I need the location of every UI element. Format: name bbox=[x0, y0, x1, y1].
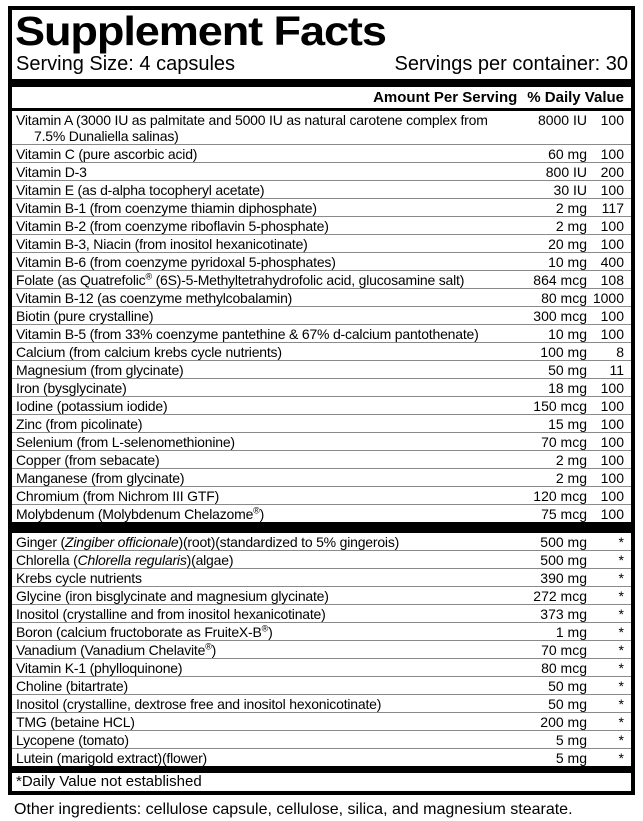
table-row bbox=[12, 360, 631, 378]
amount-per-serving-value: 70 mcg bbox=[541, 642, 587, 658]
ingredient-name: Lutein (marigold extract)(flower) bbox=[16, 750, 208, 766]
table-row bbox=[12, 694, 631, 712]
daily-value-percent: 100 bbox=[600, 182, 624, 198]
amount-per-serving-value: 5 mg bbox=[555, 750, 587, 766]
ingredient-name: Chlorella (Chlorella regularis)(algae) bbox=[16, 552, 234, 568]
amount-per-serving-header: Amount Per Serving bbox=[373, 89, 518, 106]
amount-per-serving-value: 200 mg bbox=[540, 714, 587, 730]
daily-value-percent: * bbox=[618, 588, 624, 604]
daily-value-percent: 100 bbox=[600, 452, 624, 468]
daily-value-percent: 400 bbox=[600, 254, 624, 270]
daily-value-percent: * bbox=[618, 660, 624, 676]
table-row bbox=[12, 234, 631, 252]
ingredient-name: Glycine (iron bisglycinate and magnesium glycinate) bbox=[16, 588, 329, 604]
table-row bbox=[12, 712, 631, 730]
amount-per-serving-value: 10 mg bbox=[548, 326, 587, 342]
table-row bbox=[12, 586, 631, 604]
amount-per-serving-value: 2 mg bbox=[555, 200, 587, 216]
amount-per-serving-value: 15 mg bbox=[548, 416, 587, 432]
serving-info-row bbox=[12, 53, 631, 75]
table-row bbox=[12, 676, 631, 694]
daily-value-percent: 100 bbox=[600, 112, 624, 128]
table-row bbox=[12, 622, 631, 640]
amount-per-serving-value: 373 mg bbox=[540, 606, 587, 622]
ingredient-name: Inositol (crystalline and from inositol hexanicotinate) bbox=[16, 606, 326, 622]
daily-value-footnote: *Daily Value not established bbox=[16, 773, 202, 790]
section1-rows bbox=[12, 111, 631, 522]
amount-per-serving-value: 100 mg bbox=[540, 344, 587, 360]
daily-value-percent: * bbox=[618, 642, 624, 658]
table-row bbox=[12, 162, 631, 180]
daily-value-percent: 108 bbox=[600, 272, 624, 288]
ingredient-name: Vitamin B-5 (from 33% coenzyme pantethine & 67% d-calcium pantothenate) bbox=[16, 326, 479, 342]
ingredient-name: Vitamin B-3, Niacin (from inositol hexanicotinate) bbox=[16, 236, 308, 252]
amount-per-serving-value: 120 mcg bbox=[533, 488, 587, 504]
daily-value-percent: 100 bbox=[600, 326, 624, 342]
daily-value-percent: * bbox=[618, 750, 624, 766]
daily-value-percent: 11 bbox=[609, 362, 624, 378]
ingredient-name: Lycopene (tomato) bbox=[16, 732, 129, 748]
ingredient-name: Chromium (from Nichrom III GTF) bbox=[16, 488, 220, 504]
ingredient-name: Iodine (potassium iodide) bbox=[16, 398, 168, 414]
ingredient-name: Selenium (from L-selenomethionine) bbox=[16, 434, 235, 450]
amount-per-serving-value: 2 mg bbox=[555, 470, 587, 486]
amount-per-serving-value: 390 mg bbox=[540, 570, 587, 586]
ingredient-name: TMG (betaine HCL) bbox=[16, 714, 135, 730]
ingredient-name: Vitamin A (3000 IU as palmitate and 5000 IU as natural carotene complex from 7.5% Dunaliella salinas) bbox=[16, 112, 488, 144]
ingredient-name: Molybdenum (Molybdenum Chelazome®) bbox=[16, 505, 265, 522]
ingredient-name: Calcium (from calcium krebs cycle nutrients) bbox=[16, 344, 282, 360]
ingredient-name: Biotin (pure crystalline) bbox=[16, 308, 154, 324]
ingredient-name: Folate (as Quatrefolic® (6S)-5-Methyltetrahydrofolic acid, glucosamine salt) bbox=[16, 271, 465, 288]
table-row bbox=[12, 640, 631, 658]
daily-value-percent: 100 bbox=[600, 434, 624, 450]
daily-value-percent: * bbox=[618, 732, 624, 748]
amount-per-serving-value: 80 mcg bbox=[541, 660, 587, 676]
ingredient-name: Boron (calcium fructoborate as FruiteX-B®) bbox=[16, 623, 273, 640]
daily-value-percent: 100 bbox=[600, 308, 624, 324]
ingredient-name: Vitamin C (pure ascorbic acid) bbox=[16, 146, 198, 162]
amount-per-serving-value: 864 mcg bbox=[533, 272, 587, 288]
table-row bbox=[12, 342, 631, 360]
table-row bbox=[12, 252, 631, 270]
table-row bbox=[12, 748, 631, 766]
table-row bbox=[12, 450, 631, 468]
daily-value-percent: 200 bbox=[600, 164, 624, 180]
ingredient-name: Vitamin D-3 bbox=[16, 164, 87, 180]
daily-value-percent: 100 bbox=[600, 146, 624, 162]
amount-per-serving-value: 272 mcg bbox=[533, 588, 587, 604]
daily-value-percent: 100 bbox=[600, 416, 624, 432]
table-row bbox=[12, 504, 631, 522]
table-row bbox=[12, 533, 631, 550]
supplement-facts-panel bbox=[8, 6, 635, 795]
table-row bbox=[12, 306, 631, 324]
table-row bbox=[12, 396, 631, 414]
ingredient-name: Vanadium (Vanadium Chelavite®) bbox=[16, 641, 217, 658]
table-column-header bbox=[12, 87, 631, 111]
table-row bbox=[12, 180, 631, 198]
ingredient-name: Vitamin B-6 (from coenzyme pyridoxal 5-phosphates) bbox=[16, 254, 336, 270]
amount-per-serving-value: 150 mcg bbox=[533, 398, 587, 414]
ingredient-name: Zinc (from picolinate) bbox=[16, 416, 143, 432]
daily-value-percent: * bbox=[618, 534, 624, 550]
amount-per-serving-value: 800 IU bbox=[545, 164, 587, 180]
daily-value-percent: * bbox=[618, 624, 624, 640]
servings-per-container-text: Servings per container: 30 bbox=[394, 53, 628, 75]
amount-per-serving-value: 30 IU bbox=[553, 182, 587, 198]
daily-value-percent: * bbox=[618, 678, 624, 694]
amount-per-serving-value: 20 mg bbox=[548, 236, 587, 252]
table-row bbox=[12, 432, 631, 450]
amount-per-serving-value: 300 mcg bbox=[533, 308, 587, 324]
amount-per-serving-value: 1 mg bbox=[555, 624, 587, 640]
table-row bbox=[12, 414, 631, 432]
ingredient-name: Magnesium (from glycinate) bbox=[16, 362, 184, 378]
table-row bbox=[12, 144, 631, 162]
daily-value-percent: * bbox=[618, 714, 624, 730]
section2-rows bbox=[12, 533, 631, 766]
daily-value-percent: 100 bbox=[600, 470, 624, 486]
amount-per-serving-value: 50 mg bbox=[548, 678, 587, 694]
percent-daily-value-header: % Daily Value bbox=[527, 89, 624, 106]
table-row bbox=[12, 378, 631, 396]
amount-per-serving-value: 8000 IU bbox=[537, 112, 587, 128]
table-row bbox=[12, 468, 631, 486]
table-row bbox=[12, 216, 631, 234]
ingredient-name: Vitamin K-1 (phylloquinone) bbox=[16, 660, 183, 676]
ingredient-name: Vitamin B-1 (from coenzyme thiamin diphosphate) bbox=[16, 200, 317, 216]
daily-value-percent: 100 bbox=[600, 380, 624, 396]
amount-per-serving-value: 2 mg bbox=[555, 218, 587, 234]
other-ingredients-text: Other ingredients: cellulose capsule, cellulose, silica, and magnesium stearate. bbox=[14, 801, 573, 818]
ingredient-name: Inositol (crystalline, dextrose free and inositol hexonicotinate) bbox=[16, 696, 382, 712]
amount-per-serving-value: 60 mg bbox=[548, 146, 587, 162]
ingredient-name: Ginger (Zingiber officionale)(root)(standardized to 5% gingerois) bbox=[16, 534, 400, 550]
amount-per-serving-value: 500 mg bbox=[540, 534, 587, 550]
amount-per-serving-value: 50 mg bbox=[548, 362, 587, 378]
amount-per-serving-value: 70 mcg bbox=[541, 434, 587, 450]
daily-value-percent: * bbox=[618, 552, 624, 568]
serving-size-text: Serving Size: 4 capsules bbox=[16, 53, 236, 75]
ingredient-name: Copper (from sebacate) bbox=[16, 452, 160, 468]
daily-value-percent: 8 bbox=[616, 344, 624, 360]
table-row bbox=[12, 730, 631, 748]
table-row bbox=[12, 550, 631, 568]
section-divider-bar bbox=[12, 522, 631, 533]
daily-value-percent: 100 bbox=[600, 488, 624, 504]
ingredient-name: Krebs cycle nutrients bbox=[16, 570, 142, 586]
daily-value-percent: 100 bbox=[600, 398, 624, 414]
table-row bbox=[12, 111, 631, 144]
table-row bbox=[12, 288, 631, 306]
table-row bbox=[12, 604, 631, 622]
daily-value-percent: * bbox=[618, 606, 624, 622]
ingredient-name: Vitamin E (as d-alpha tocopheryl acetate) bbox=[16, 182, 265, 198]
table-row bbox=[12, 486, 631, 504]
ingredient-name: Iron (bysglycinate) bbox=[16, 380, 127, 396]
section-divider-bar bbox=[12, 79, 631, 87]
table-row bbox=[12, 270, 631, 288]
amount-per-serving-value: 18 mg bbox=[548, 380, 587, 396]
daily-value-percent: 100 bbox=[600, 218, 624, 234]
table-row bbox=[12, 324, 631, 342]
ingredient-name: Vitamin B-2 (from coenzyme riboflavin 5-phosphate) bbox=[16, 218, 329, 234]
daily-value-percent: * bbox=[618, 570, 624, 586]
daily-value-percent: 100 bbox=[600, 236, 624, 252]
table-row bbox=[12, 568, 631, 586]
ingredient-name: Manganese (from glycinate) bbox=[16, 470, 185, 486]
daily-value-percent: 100 bbox=[600, 506, 624, 522]
daily-value-percent: 1000 bbox=[592, 290, 624, 306]
amount-per-serving-value: 10 mg bbox=[548, 254, 587, 270]
ingredient-name: Choline (bitartrate) bbox=[16, 678, 128, 694]
section-divider-bar bbox=[12, 766, 631, 773]
amount-per-serving-value: 75 mcg bbox=[541, 506, 587, 522]
amount-per-serving-value: 50 mg bbox=[548, 696, 587, 712]
amount-per-serving-value: 500 mg bbox=[540, 552, 587, 568]
amount-per-serving-value: 80 mcg bbox=[541, 290, 587, 306]
table-row bbox=[12, 198, 631, 216]
daily-value-percent: 117 bbox=[601, 200, 624, 216]
page-title: Supplement Facts bbox=[15, 8, 386, 54]
amount-per-serving-value: 2 mg bbox=[555, 452, 587, 468]
table-row bbox=[12, 658, 631, 676]
amount-per-serving-value: 5 mg bbox=[555, 732, 587, 748]
daily-value-percent: * bbox=[618, 696, 624, 712]
ingredient-name: Vitamin B-12 (as coenzyme methylcobalamin) bbox=[16, 290, 293, 306]
